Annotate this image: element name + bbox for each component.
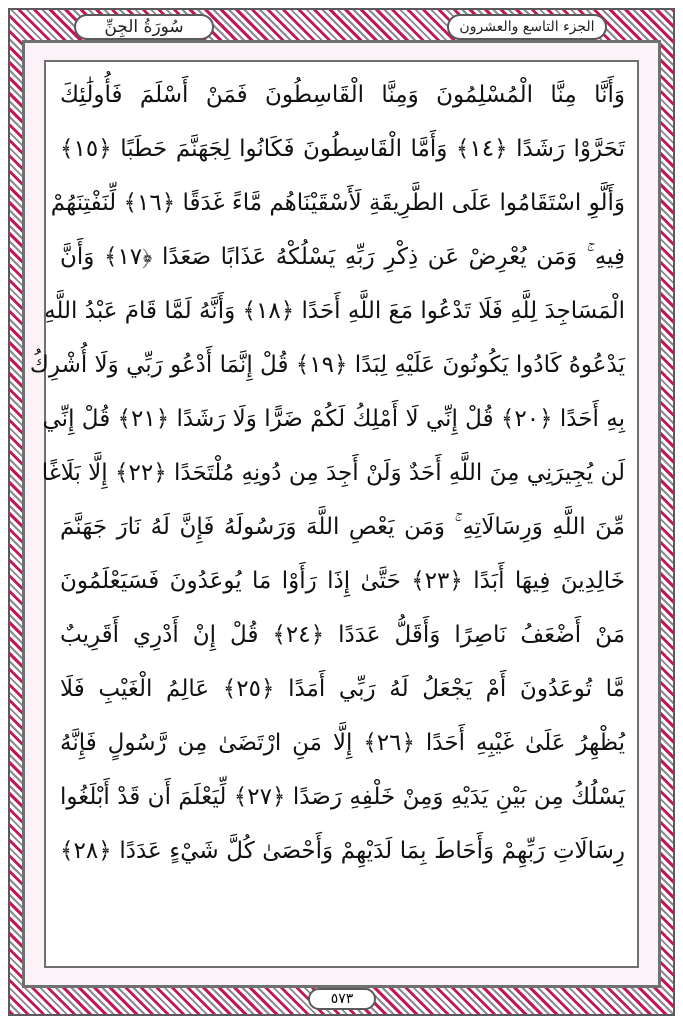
text-line-5: الْمَسَاجِدَ لِلَّهِ فَلَا تَدْعُوا مَعَ اللَّهِ أَحَدًا ﴿١٨﴾ وَأَنَّهُ لَمَّا قَامَ عَبْدُ اللَّهِ bbox=[44, 298, 625, 324]
text-line-10: خَالِدِينَ فِيهَا أَبَدًا ﴿٢٣﴾ حَتَّىٰ إِذَا رَأَوْا مَا يُوعَدُونَ فَسَيَعْلَمُونَ bbox=[60, 568, 625, 594]
text-line-15: رِسَالَاتِ رَبِّهِمْ وَأَحَاطَ بِمَا لَدَيْهِمْ وَأَحْصَىٰ كُلَّ شَيْءٍ عَدَدًا ﴿٢٨﴾ bbox=[60, 838, 625, 864]
text-line-9: مِّنَ اللَّهِ وَرِسَالَاتِهِ ۚ وَمَن يَعْصِ اللَّهَ وَرَسُولَهُ فَإِنَّ لَهُ نَارَ جَهَنَّمَ bbox=[60, 514, 625, 540]
text-line-1: وَأَنَّا مِنَّا الْمُسْلِمُونَ وَمِنَّا الْقَاسِطُونَ فَمَنْ أَسْلَمَ فَأُولَٰئِكَ bbox=[60, 82, 625, 108]
juz-name-header: الجزء التاسع والعشرون bbox=[447, 14, 607, 40]
text-line-6: يَدْعُوهُ كَادُوا يَكُونُونَ عَلَيْهِ لِبَدًا ﴿١٩﴾ قُلْ إِنَّمَا أَدْعُو رَبِّي وَلَا أُشْرِكُ bbox=[29, 352, 625, 378]
page-number: ٥٧٣ bbox=[308, 988, 376, 1010]
quran-text-block bbox=[29, 68, 626, 878]
text-line-14: يَسْلُكُ مِن بَيْنِ يَدَيْهِ وَمِنْ خَلْفِهِ رَصَدًا ﴿٢٧﴾ لِّيَعْلَمَ أَن قَدْ أَبْلَغُوا bbox=[60, 784, 625, 810]
text-line-13: يُظْهِرُ عَلَىٰ غَيْبِهِ أَحَدًا ﴿٢٦﴾ إِلَّا مَنِ ارْتَضَىٰ مِن رَّسُولٍ فَإِنَّهُ bbox=[60, 730, 625, 756]
text-line-11: مَنْ أَضْعَفُ نَاصِرًا وَأَقَلُّ عَدَدًا ﴿٢٤﴾ قُلْ إِنْ أَدْرِي أَقَرِيبٌ bbox=[60, 622, 626, 648]
text-line-4: فِيهِ ۚ وَمَن يُعْرِضْ عَن ذِكْرِ رَبِّهِ يَسْلُكْهُ عَذَابًا صَعَدًا ﴿١٧﴾ وَأَنَّ bbox=[60, 244, 625, 270]
text-line-12: مَّا تُوعَدُونَ أَمْ يَجْعَلُ لَهُ رَبِّي أَمَدًا ﴿٢٥﴾ عَالِمُ الْغَيْبِ فَلَا bbox=[60, 676, 625, 702]
text-line-2: تَحَرَّوْا رَشَدًا ﴿١٤﴾ وَأَمَّا الْقَاسِطُونَ فَكَانُوا لِجَهَنَّمَ حَطَبًا ﴿١٥﴾ bbox=[60, 136, 625, 162]
text-line-3: وَأَلَّوِ اسْتَقَامُوا عَلَى الطَّرِيقَةِ لَأَسْقَيْنَاهُم مَّاءً غَدَقًا ﴿١٦﴾ لِّنَفْتِنَهُمْ bbox=[50, 190, 625, 216]
text-line-7: بِهِ أَحَدًا ﴿٢٠﴾ قُلْ إِنِّي لَا أَمْلِكُ لَكُمْ ضَرًّا وَلَا رَشَدًا ﴿٢١﴾ قُلْ إِنِّي bbox=[42, 406, 625, 432]
surah-name-header: سُورَةُ الجِنِّ bbox=[74, 14, 214, 40]
text-line-8: لَن يُجِيرَنِي مِنَ اللَّهِ أَحَدٌ وَلَنْ أَجِدَ مِن دُونِهِ مُلْتَحَدًا ﴿٢٢﴾ إِلَّا بَلَاغًا bbox=[41, 460, 625, 486]
